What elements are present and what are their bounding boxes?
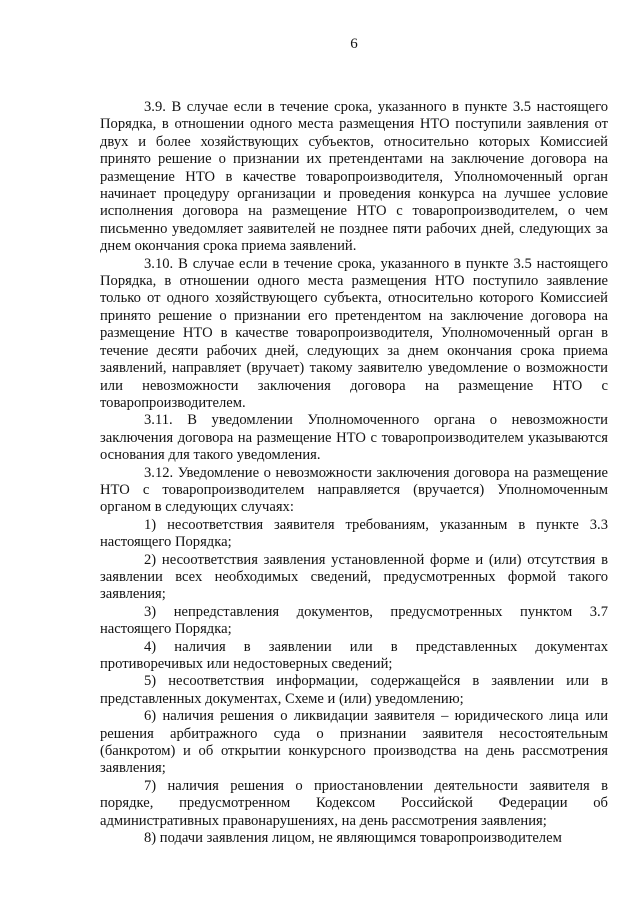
list-item-1: 1) несоответствия заявителя требованиям, указанным в пункте 3.3 настоящего Порядка; <box>100 516 608 551</box>
list-item-4: 4) наличия в заявлении или в представленных документах противоречивых или недостоверных сведений; <box>100 638 608 672</box>
paragraph-3-12: 3.12. Уведомление о невозможности заключения договора на размещение НТО с товаропроизводителем направляется (вручается) Уполномоченным органом в следующих случаях: <box>100 464 608 516</box>
list-item-8: 8) подачи заявления лицом, не являющимся товаропроизводителем <box>144 830 562 847</box>
paragraph-3-11: 3.11. В уведомлении Уполномоченного органа о невозможности заключения договора на размещение НТО с товаропроизводителем указываются основания для такого уведомления. <box>100 412 608 464</box>
list-item-3: 3) непредставления документов, предусмотренных пунктом 3.7 настоящего Порядка; <box>100 603 608 638</box>
list-item-5: 5) несоответствия информации, содержащейся в заявлении или в представленных документах, Схеме и (или) уведомлению; <box>100 673 608 707</box>
paragraph-3-10: 3.10. В случае если в течение срока, указанного в пункте 3.5 настоящего Порядка, в отношении одного места размещения НТО поступило заявление только от одного хозяйствующего субъекта, относительно которого Комиссией принято решение о признании его претендентом на заключение договора на размещение НТО в качестве товаропроизводителя, Уполномоченный орган в течение десяти рабочих дней, следующих за днем окончания срока приема заявлений, направляет (вручает) такому заявителю уведомление о возможности или невозможности заключения договора на размещение НТО с товаропроизводителем. <box>100 255 608 411</box>
list-item-2: 2) несоответствия заявления установленной форме и (или) отсутствия в заявлении всех необходимых сведений, предусмотренных формой такого заявления; <box>100 551 608 603</box>
list-item-7: 7) наличия решения о приостановлении деятельности заявителя в порядке, предусмотренном Кодексом Российской Федерации об административных правонарушениях, на день рассмотрения заявления; <box>100 777 608 829</box>
page-number: 6 <box>350 36 358 52</box>
list-item-6: 6) наличия решения о ликвидации заявителя – юридического лица или решения арбитражного суда о признании заявителя несостоятельным (банкротом) и об открытии конкурсного производства на день рассмотрения заявления; <box>100 708 608 777</box>
paragraph-3-9: 3.9. В случае если в течение срока, указанного в пункте 3.5 настоящего Порядка, в отношении одного места размещения НТО поступили заявления от двух и более хозяйствующих субъектов, относительно которых Комиссией принято решение о признании их претендентами на заключение договора на размещение НТО в качестве товаропроизводителя, Уполномоченный орган начинает процедуру организации и проведения конкурса на лучшее условие исполнения договора на размещение НТО с товаропроизводителем, о чем письменно уведомляет заявителей не позднее пяти рабочих дней, следующих за днем окончания срока приема заявлений. <box>100 99 608 255</box>
document-body <box>100 99 608 847</box>
